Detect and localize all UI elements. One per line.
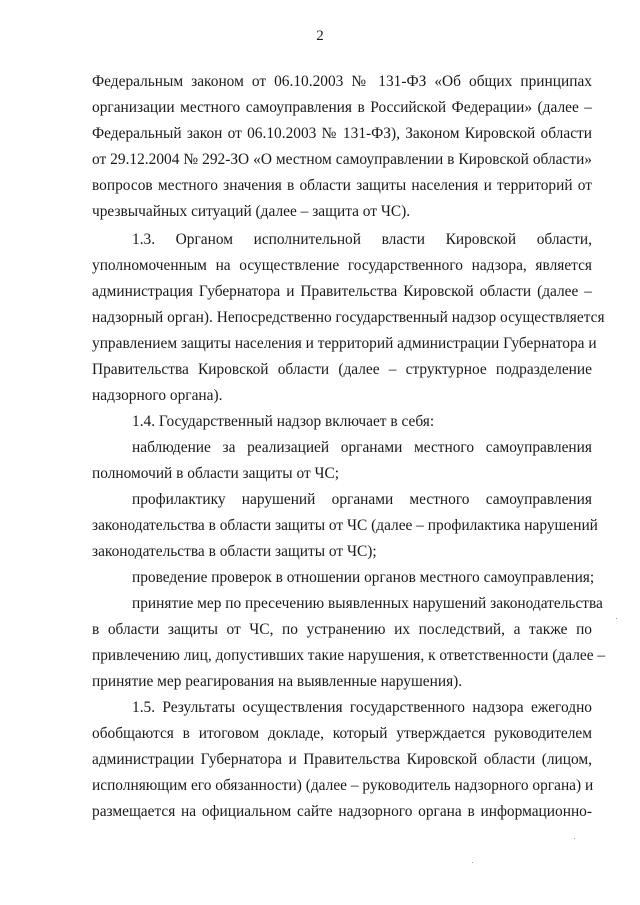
text-line: управлением защиты населения и территорий администрации Губернатора и — [92, 335, 597, 352]
text-line: обобщаются в итоговом докладе, который утверждается руководителем — [92, 725, 592, 742]
scan-speck — [472, 862, 473, 863]
text-line: проведение проверок в отношении органов местного самоуправления; — [132, 569, 595, 586]
text-line: принятие мер реагирования на выявленные нарушения). — [92, 673, 463, 690]
text-line: исполняющим его обязанности) (далее – руководитель надзорного органа) и — [92, 777, 594, 794]
text-line: принятие мер по пресечению выявленных нарушений законодательства — [132, 595, 603, 612]
text-line: вопросов местного значения в области защиты населения и территорий от — [92, 177, 592, 194]
text-line: 1.4. Государственный надзор включает в себя: — [132, 413, 435, 430]
text-line: привлечению лиц, допустивших такие нарушения, к ответственности (далее – — [92, 647, 606, 664]
text-line: 1.3. Органом исполнительной власти Кировской области, — [132, 231, 592, 248]
text-line: законодательства в области защиты от ЧС); — [92, 543, 377, 560]
text-line: надзорный орган). Непосредственно государственный надзор осуществляется — [92, 309, 605, 326]
text-line: наблюдение за реализацией органами местного самоуправления — [132, 439, 592, 456]
text-line: от 29.12.2004 № 292-ЗО «О местном самоуправлении в Кировской области» — [92, 151, 592, 168]
text-line: администрация Губернатора и Правительства Кировской области (далее – — [92, 283, 592, 300]
scan-speck — [574, 838, 575, 839]
text-line: законодательства в области защиты от ЧС (далее – профилактика нарушений — [92, 517, 598, 534]
text-line: администрации Губернатора и Правительства Кировской области (лицом, — [92, 751, 592, 768]
text-line: организации местного самоуправления в Российской Федерации» (далее – — [92, 99, 592, 116]
text-line: уполномоченным на осуществление государственного надзора, является — [92, 257, 592, 274]
text-line: Федеральный закон от 06.10.2003 № 131-ФЗ), Законом Кировской области — [92, 125, 592, 142]
scan-speck — [616, 618, 617, 619]
text-line: полномочий в области защиты от ЧС; — [92, 465, 340, 482]
page-number: 2 — [316, 28, 324, 44]
text-line: в области защиты от ЧС, по устранению их последствий, а также по — [92, 621, 592, 638]
text-line: чрезвычайных ситуаций (далее – защита от ЧС). — [92, 203, 411, 220]
text-line: Федеральным законом от 06.10.2003 № 131-ФЗ «Об общих принципах — [92, 73, 592, 90]
text-line: размещается на официальном сайте надзорного органа в информационно- — [92, 803, 592, 820]
text-line: Правительства Кировской области (далее – структурное подразделение — [92, 361, 592, 378]
text-line: надзорного органа). — [92, 387, 223, 404]
text-line: профилактику нарушений органами местного самоуправления — [132, 491, 592, 508]
text-line: 1.5. Результаты осуществления государственного надзора ежегодно — [132, 699, 592, 716]
